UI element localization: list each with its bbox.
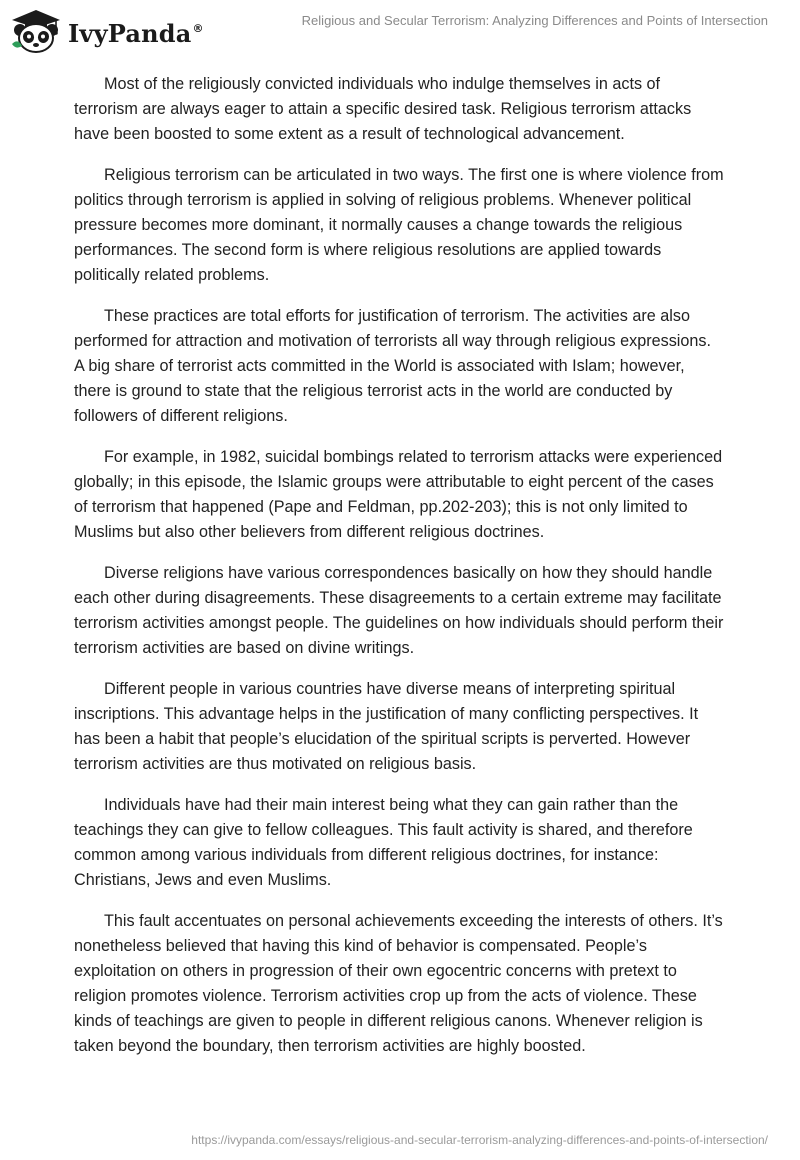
source-url-link[interactable]: https://ivypanda.com/essays/religious-and-secular-terrorism-analyzing-differences-and-points-of-intersection/: [191, 1133, 768, 1147]
paragraph: This fault accentuates on personal achievements exceeding the interests of others. It’s nonetheless believed that having this kind of behavior is compensated. People’s exploitation on others in progression of their own egocentric concerns with pretext to religion promotes violence. Terrorism activities crop up from the acts of violence. These kinds of teachings are given to people in different religious canons. Whenever religion is taken beyond the boundary, then terrorism activities are highly boosted.: [74, 912, 723, 1055]
document-title: Religious and Secular Terrorism: Analyzing Differences and Points of Intersection: [301, 13, 768, 28]
paragraph: Most of the religiously convicted individuals who indulge themselves in acts of terrorism are always eager to attain a specific desired task. Religious terrorism attacks have been boosted to some extent as a result of technological advancement.: [74, 75, 692, 143]
brand-logo[interactable]: [10, 8, 204, 54]
page-header: [0, 0, 800, 64]
essay-body: [74, 72, 724, 1075]
panda-graduate-icon: [10, 8, 62, 54]
paragraph: These practices are total efforts for justification of terrorism. The activities are also performed for attraction and motivation of terrorists all way through religious expressions. A big share of terrorist acts committed in the World is associated with Islam; however, there is ground to state that the religious terrorist acts in the world are conducted by followers of different religions.: [74, 307, 712, 425]
registered-mark: ®: [192, 21, 204, 35]
paragraph: Different people in various countries have diverse means of interpreting spiritual inscriptions. This advantage helps in the justification of many conflicting perspectives. It has been a habit that people’s elucidation of the spiritual scripts is perverted. However terrorism activities are thus motivated on religious basis.: [74, 680, 699, 773]
paragraph: For example, in 1982, suicidal bombings related to terrorism attacks were experienced globally; in this episode, the Islamic groups were attributable to eight percent of the cases of terrorism that happened (Pape and Feldman, pp.202-203); this is not only limited to Muslims but also other believers from different religious doctrines.: [74, 448, 723, 541]
paragraph: Religious terrorism can be articulated in two ways. The first one is where violence from politics through terrorism is applied in solving of religious problems. Whenever political pressure becomes more dominant, it normally causes a change towards the religious performances. The second form is where religious resolutions are applied towards politically related problems.: [74, 166, 724, 284]
paragraph: Individuals have had their main interest being what they can gain rather than the teachings they can give to fellow colleagues. This fault activity is shared, and therefore common among various individuals from different religious doctrines, for instance: Christians, Jews and even Muslims.: [74, 796, 693, 889]
brand-name: IvyPanda®: [68, 18, 204, 48]
paragraph: Diverse religions have various correspondences basically on how they should handle each other during disagreements. These disagreements to a certain extreme may facilitate terrorism activities amongst people. The guidelines on how individuals should perform their terrorism activities are based on divine writings.: [74, 564, 724, 657]
